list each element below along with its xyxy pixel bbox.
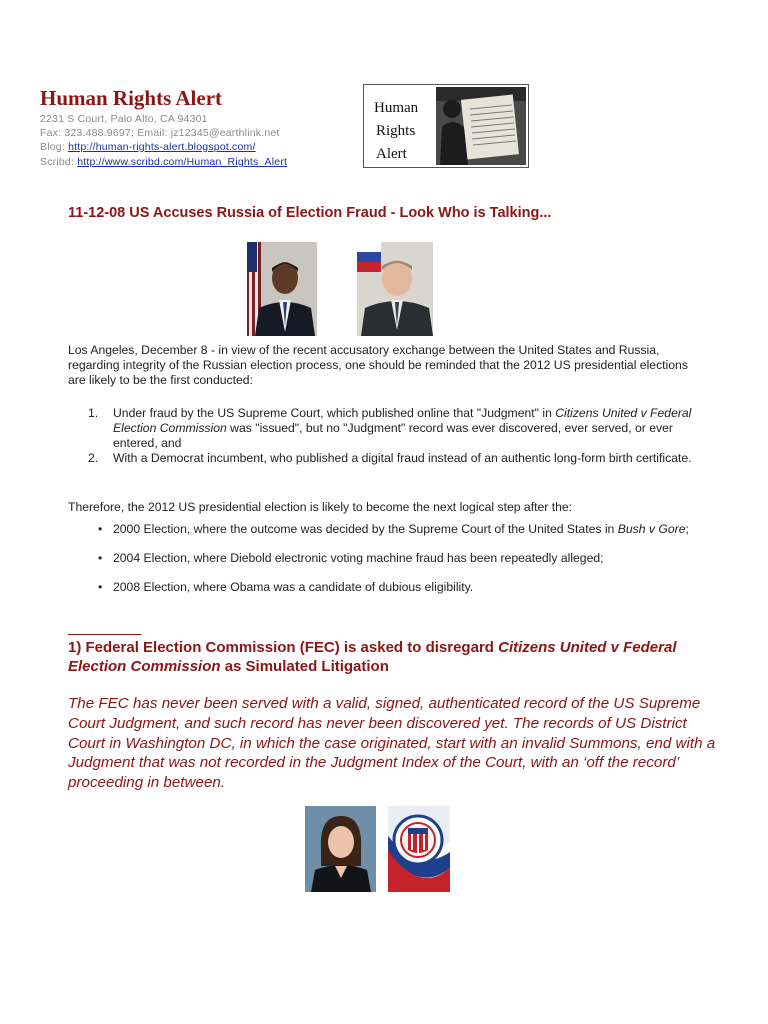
list-number: 1.	[88, 406, 99, 420]
blog-line	[40, 140, 256, 154]
fax-email: Fax: 323.488.9697; Email: jz12345@earthlink.net	[40, 127, 280, 139]
case-name: Citizens United v Federal Election Commission	[113, 406, 692, 435]
section-heading-pre: 1) Federal Election Commission (FEC) is asked to disregard	[68, 639, 499, 656]
portrait-photo-2	[357, 242, 433, 336]
logo-line-1: Human	[374, 100, 419, 116]
scribd-link[interactable]: http://www.scribd.com/Human_Rights_Alert	[77, 156, 288, 168]
bullet-text: 2008 Election, where Obama was a candidate of dubious eligibility.	[113, 580, 474, 594]
blog-link[interactable]: http://human-rights-alert.blogspot.com/	[68, 141, 256, 153]
intro-paragraph: Los Angeles, December 8 - in view of the recent accusatory exchange between the United States and Russia, regarding integrity of the Russian election process, one should be reminded that the 2012 US presidential elections are likely to be the first conducted:	[68, 343, 688, 387]
section-body: The FEC has never been served with a valid, signed, authenticated record of the US Supreme Court Judgment, and such record has never been discovered yet. The records of US District Court in Washington DC, in which the case originated, start with an invalid Summons, end with a Judgment that was not recorded in the Judgment Index of the Court, with an ‘off the record’ proceeding in between.	[68, 695, 716, 792]
bullet-item	[68, 580, 698, 595]
logo-text	[374, 97, 418, 166]
bullet-text-post: ;	[685, 522, 689, 536]
section-heading-case: Citizens United v Federal Election Commission	[68, 639, 677, 675]
numbered-list	[68, 406, 698, 466]
bullet-text: 2004 Election, where Diebold electronic voting machine fraud has been repeatedly alleged;	[113, 551, 604, 565]
bullet-dot-icon: •	[98, 580, 103, 594]
list-item	[68, 406, 698, 451]
bullet-dot-icon: •	[98, 551, 103, 565]
logo-line-2: Rights	[376, 123, 416, 139]
fec-seal-image	[388, 806, 450, 892]
logo-line-3: Alert	[376, 146, 407, 162]
case-name: Bush v Gore	[617, 522, 686, 536]
blog-label: Blog:	[40, 141, 65, 153]
logo-photo-image	[436, 87, 526, 165]
section-heading-post: as Simulated Litigation	[220, 658, 389, 675]
headline: 11-12-08 US Accuses Russia of Election Fraud - Look Who is Talking...	[68, 205, 552, 221]
section-heading	[68, 638, 708, 676]
org-title: Human Rights Alert	[40, 86, 223, 110]
bullet-list	[68, 522, 698, 595]
scribd-line	[40, 155, 287, 169]
scribd-label: Scribd:	[40, 156, 75, 168]
bullet-dot-icon: •	[98, 522, 103, 536]
bullet-text: 2000 Election, where the outcome was decided by the Supreme Court of the United States in	[113, 522, 618, 536]
address: 2231 S Court, Palo Alto, CA 94301	[40, 113, 208, 125]
portrait-photo-1	[247, 242, 317, 336]
list-item	[68, 451, 698, 466]
list-text: With a Democrat incumbent, who published a digital fraud instead of an authentic long-form birth certificate.	[113, 451, 692, 465]
section-divider	[68, 634, 141, 635]
therefore-paragraph: Therefore, the 2012 US presidential election is likely to become the next logical step after the:	[68, 500, 573, 514]
bullet-item	[68, 522, 698, 537]
portrait-photo-3	[305, 806, 376, 892]
list-text-post: was "issued", but no "Judgment" record was ever discovered, ever served, or ever entered, and	[113, 421, 673, 450]
bullet-item	[68, 551, 698, 566]
list-number: 2.	[88, 451, 99, 465]
logo-box	[363, 84, 529, 168]
list-text: Under fraud by the US Supreme Court, which published online that "Judgment" in	[113, 406, 556, 420]
